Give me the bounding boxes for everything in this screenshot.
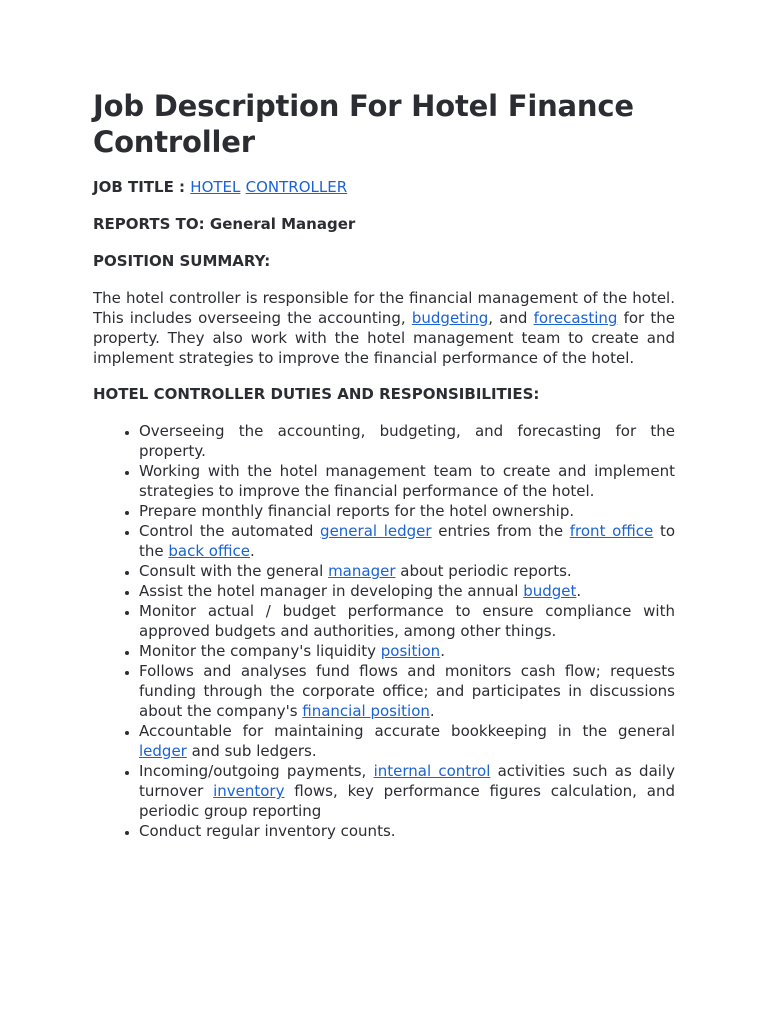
list-item bbox=[139, 661, 675, 721]
item-text: Accountable for maintaining accurate bookkeeping in the general bbox=[139, 722, 675, 740]
manager-link[interactable]: manager bbox=[328, 562, 396, 580]
job-title-line bbox=[93, 177, 675, 197]
budgeting-link[interactable]: budgeting bbox=[411, 309, 489, 327]
item-text: Control the automated bbox=[139, 522, 321, 540]
item-text: Monitor the company's liquidity bbox=[139, 642, 381, 660]
forecasting-link[interactable]: forecasting bbox=[533, 309, 618, 327]
summary-text-3: for the property. They also work with the hotel management team to create and implement strategies to improve the financial performance of the hotel. bbox=[93, 309, 675, 367]
summary-text-2: , and bbox=[488, 309, 534, 327]
reports-to-value: General Manager bbox=[209, 215, 356, 233]
position-summary-heading: POSITION SUMMARY: bbox=[93, 252, 271, 270]
item-text: . bbox=[440, 642, 445, 660]
list-item bbox=[139, 581, 675, 601]
general-ledger-link[interactable]: general ledger bbox=[320, 522, 432, 540]
list-item bbox=[139, 521, 675, 561]
list-item bbox=[139, 561, 675, 581]
list-item: • Monitor actual / budget performance to ensure compliance with approved budgets and authorities, among other things. bbox=[139, 601, 675, 641]
position-summary-text bbox=[93, 288, 675, 368]
item-text: and sub ledgers. bbox=[186, 742, 317, 760]
list-item: • Conduct regular inventory counts. bbox=[139, 821, 675, 841]
job-title-label: JOB TITLE : bbox=[93, 178, 186, 196]
reports-to-line bbox=[93, 214, 675, 234]
list-item bbox=[139, 721, 675, 761]
duties-list bbox=[93, 421, 675, 841]
item-text: to the bbox=[139, 522, 676, 560]
item-text: Follows and analyses fund flows and monitors cash flow; requests funding through the corporate office; and participates in discussions about the company's bbox=[139, 662, 675, 720]
budget-link[interactable]: budget bbox=[523, 582, 577, 600]
item-text: . bbox=[576, 582, 582, 600]
list-item bbox=[139, 761, 675, 821]
controller-link[interactable]: CONTROLLER bbox=[245, 178, 348, 196]
item-text: . bbox=[249, 542, 255, 560]
item-text: Consult with the general bbox=[139, 562, 329, 580]
document-page bbox=[93, 88, 675, 841]
item-text: activities such as daily turnover bbox=[139, 762, 675, 800]
item-text: Incoming/outgoing payments, bbox=[139, 762, 374, 780]
list-item: • Overseeing the accounting, budgeting, and forecasting for the property. bbox=[139, 421, 675, 461]
page-title: Job Description For Hotel Finance Controller bbox=[93, 89, 634, 159]
back-office-link[interactable]: back office bbox=[168, 542, 250, 560]
reports-to-label: REPORTS TO: bbox=[93, 215, 205, 233]
item-text: entries from the bbox=[431, 522, 570, 540]
ledger-link[interactable]: ledger bbox=[139, 742, 187, 760]
duties-heading: HOTEL CONTROLLER DUTIES AND RESPONSIBILITIES: bbox=[93, 385, 540, 403]
summary-text-1: The hotel controller is responsible for the financial management of the hotel. This includes overseeing the accounting, bbox=[93, 289, 675, 327]
position-link[interactable]: position bbox=[380, 642, 441, 660]
front-office-link[interactable]: front office bbox=[569, 522, 654, 540]
list-item: • Working with the hotel management team to create and implement strategies to improve the financial performance of the hotel. bbox=[139, 461, 675, 501]
item-text: about periodic reports. bbox=[395, 562, 572, 580]
hotel-link[interactable]: HOTEL bbox=[190, 178, 241, 196]
item-text: flows, key performance figures calculation, and periodic group reporting bbox=[139, 782, 675, 820]
list-item: • Prepare monthly financial reports for the hotel ownership. bbox=[139, 501, 675, 521]
item-text: . bbox=[429, 702, 435, 720]
list-item bbox=[139, 641, 675, 661]
inventory-link[interactable]: inventory bbox=[213, 782, 285, 800]
item-text: Assist the hotel manager in developing the annual bbox=[139, 582, 524, 600]
internal-control-link[interactable]: internal control bbox=[373, 762, 491, 780]
financial-position-link[interactable]: financial position bbox=[302, 702, 430, 720]
